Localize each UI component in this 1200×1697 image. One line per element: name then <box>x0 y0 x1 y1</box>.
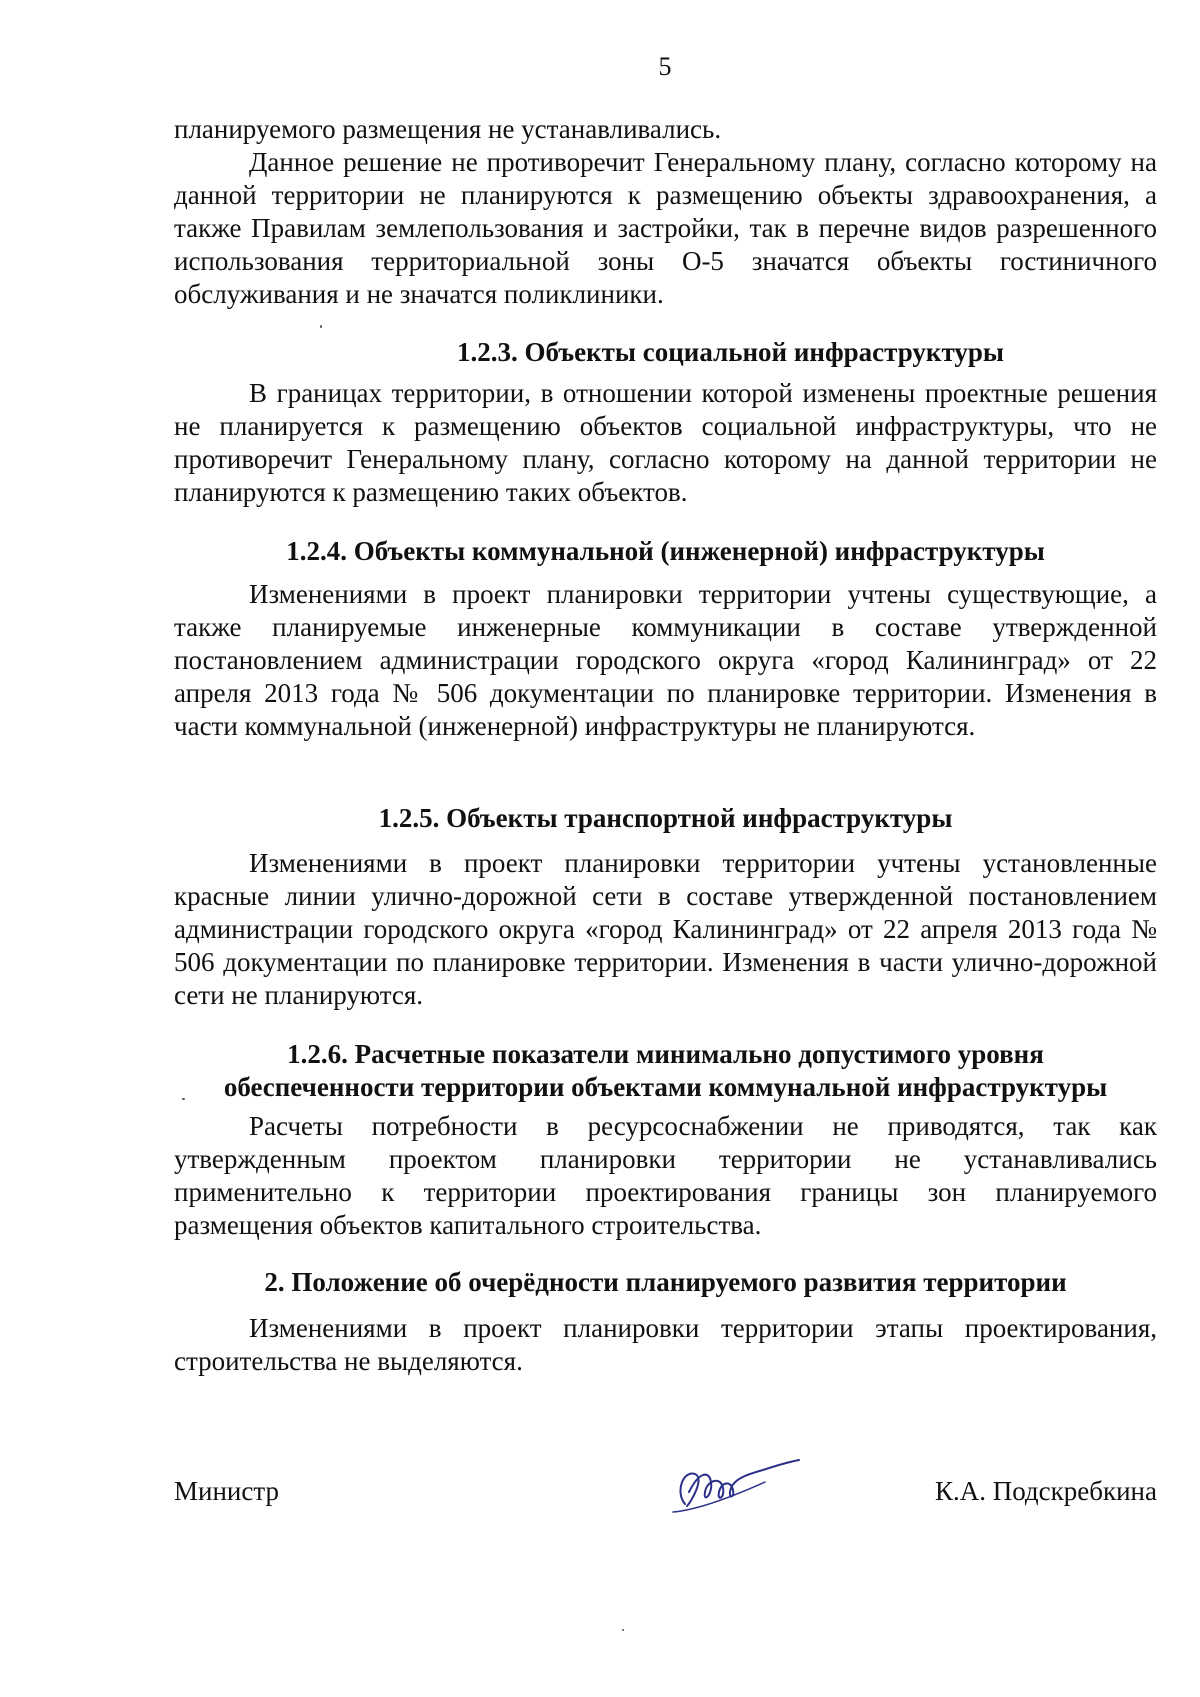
section-2-paragraph: Изменениями в проект планировки территории этапы проектирования, строительства не выделяются. <box>174 1313 1157 1376</box>
section-2-heading-block <box>174 1266 1157 1299</box>
intro-line-block <box>174 113 1157 146</box>
section-1-2-3-heading-block <box>174 336 1157 369</box>
page-number: 5 <box>658 52 672 81</box>
section-1-2-5-paragraph-block <box>174 847 1157 1012</box>
section-1-2-6-heading-line-1: 1.2.6. Расчетные показатели минимально допустимого уровня <box>287 1039 1044 1069</box>
section-1-2-4-paragraph-block <box>174 578 1157 743</box>
section-2-heading: 2. Положение об очерёдности планируемого развития территории <box>264 1267 1067 1297</box>
section-1-2-6-heading-line-2: обеспеченности территории объектами коммунальной инфраструктуры <box>223 1072 1108 1102</box>
signature-row <box>174 1476 1157 1516</box>
intro-line: планируемого размещения не устанавливались. <box>174 114 722 144</box>
signatory-name: К.А. Подскребкина <box>934 1476 1157 1506</box>
section-1-2-4-heading-block <box>174 535 1157 568</box>
section-1-2-5-heading: 1.2.5. Объекты транспортной инфраструктуры <box>378 803 953 833</box>
scan-speck <box>320 325 322 328</box>
signatory-role: Министр <box>174 1476 279 1506</box>
section-1-2-4-heading: 1.2.4. Объекты коммунальной (инженерной) инфраструктуры <box>286 536 1045 566</box>
scan-speck <box>182 1098 185 1100</box>
section-2-paragraph-block <box>174 1312 1157 1378</box>
section-1-2-6-paragraph: Расчеты потребности в ресурсоснабжении не приводятся, так как утвержденным проектом планировки территории не устанавливались применительно к территории проектирования границы зон планируемого размещения объектов капитального строительства. <box>174 1111 1157 1240</box>
section-1-2-4-paragraph: Изменениями в проект планировки территории учтены существующие, а также планируемые инженерные коммуникации в составе утвержденной постановлением администрации городского округа «город Калининград» от 22 апреля 2013 года № 506 документации по планировке территории. Изменения в части коммунальной (инженерной) инфраструктуры не планируются. <box>174 579 1157 741</box>
section-1-2-6-paragraph-block <box>174 1110 1157 1242</box>
paragraph-1: Данное решение не противоречит Генеральному плану, согласно которому на данной территории не планируются к размещению объекты здравоохранения, а также Правилам землепользования и застройки, так в перечне видов разрешенного использования территориальной зоны О-5 значатся объекты гостиничного обслуживания и не значатся поликлиники. <box>174 147 1157 309</box>
scan-speck <box>622 1629 624 1631</box>
section-1-2-3-heading: 1.2.3. Объекты социальной инфраструктуры <box>457 337 1004 367</box>
section-1-2-3-paragraph-block <box>174 377 1157 509</box>
section-1-2-3-paragraph: В границах территории, в отношении которой изменены проектные решения не планируется к размещению объектов социальной инфраструктуры, что не противоречит Генеральному плану, согласно которому на данной территории не планируются к размещению таких объектов. <box>174 378 1157 507</box>
paragraph-1-block <box>174 146 1157 311</box>
section-1-2-5-heading-block <box>174 802 1157 835</box>
section-1-2-5-paragraph: Изменениями в проект планировки территории учтены установленные красные линии улично-дорожной сети в составе утвержденной постановлением администрации городского округа «город Калининград» от 22 апреля 2013 года № 506 документации по планировке территории. Изменения в части улично-дорожной сети не планируются. <box>174 848 1157 1010</box>
section-1-2-6-heading-block <box>174 1038 1157 1104</box>
